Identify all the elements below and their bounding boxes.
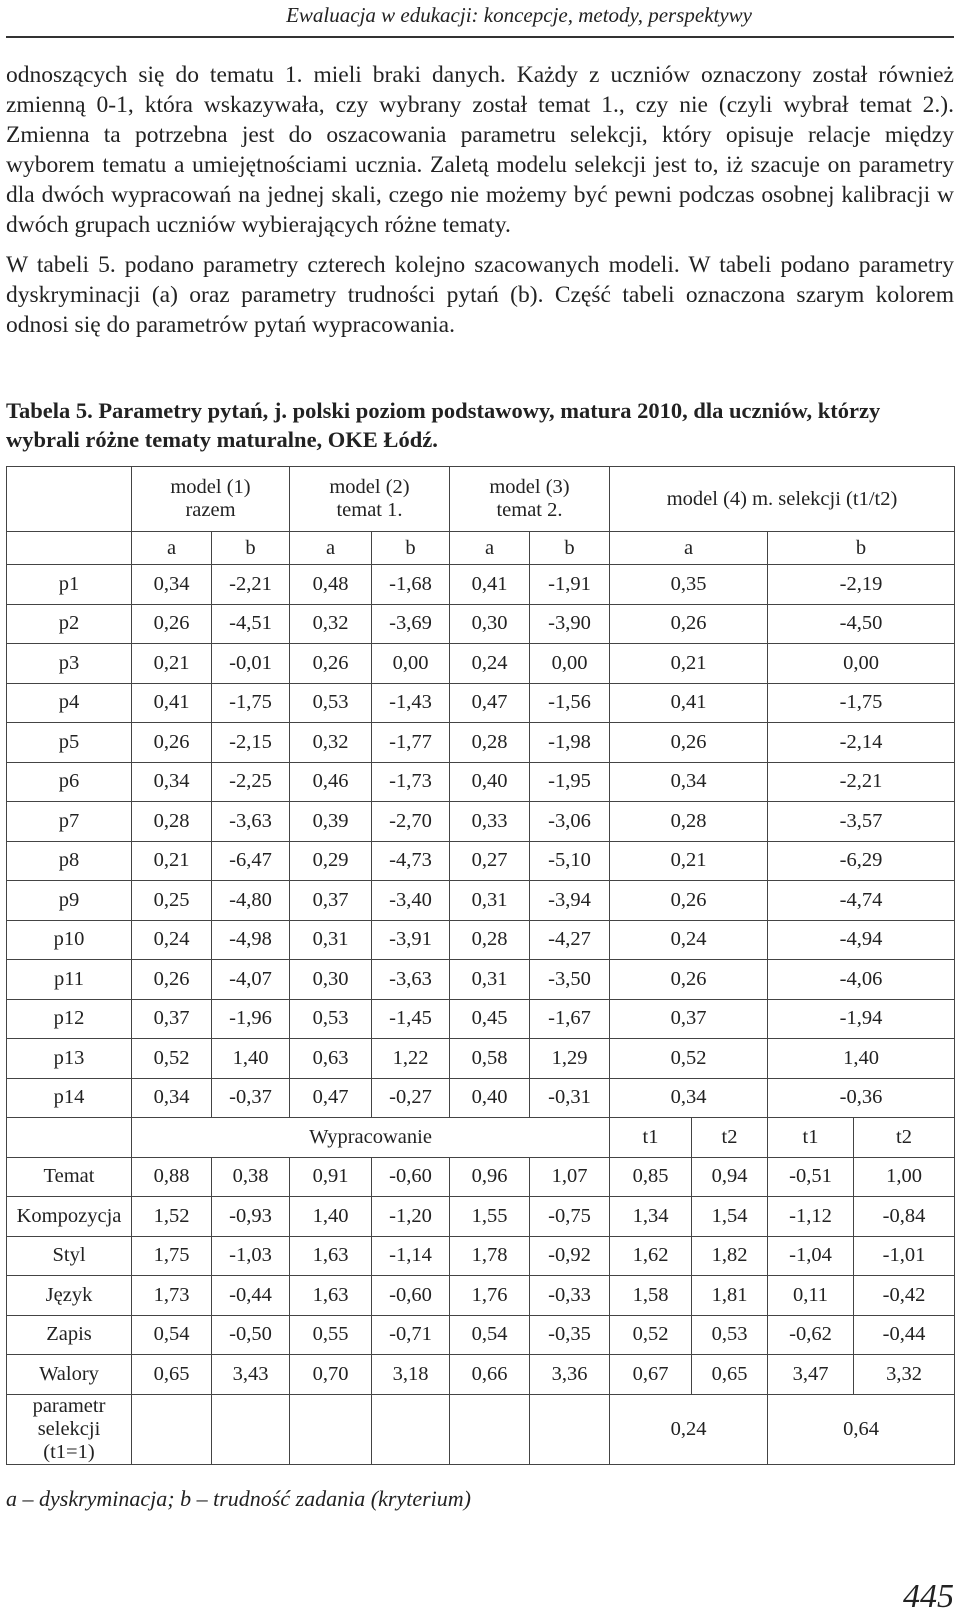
value-cell: 1,00 [854, 1157, 955, 1197]
value-cell: 0,67 [610, 1355, 692, 1395]
essay-col-header: t2 [692, 1118, 768, 1158]
value-cell: -1,03 [212, 1236, 290, 1276]
value-cell: 0,39 [290, 802, 372, 842]
running-header: Ewaluacja w edukacji: koncepcje, metody, perspektywy [286, 3, 752, 27]
value-cell: 0,24 [610, 920, 768, 960]
value-cell: -3,63 [372, 960, 450, 1000]
value-cell: -4,07 [212, 960, 290, 1000]
value-cell: -0,60 [372, 1157, 450, 1197]
ab-header: a [450, 532, 530, 565]
value-cell: -0,44 [854, 1315, 955, 1355]
value-cell: 1,34 [610, 1197, 692, 1237]
page-number: 445 [903, 1578, 954, 1615]
value-cell: -0,27 [372, 1078, 450, 1118]
selection-row [7, 1394, 955, 1464]
header-line: razem [185, 499, 236, 521]
ab-header: b [768, 532, 955, 565]
empty-cell [372, 1394, 450, 1464]
value-cell: 0,70 [290, 1355, 372, 1395]
value-cell: 0,33 [450, 802, 530, 842]
item-row [7, 802, 955, 842]
value-cell: -1,77 [372, 723, 450, 763]
value-cell: -2,15 [212, 723, 290, 763]
ab-header: b [372, 532, 450, 565]
value-cell: -4,50 [768, 604, 955, 644]
value-cell: 0,11 [768, 1276, 854, 1316]
header-line: model (3) [489, 476, 570, 498]
value-cell: -4,98 [212, 920, 290, 960]
value-cell: -2,14 [768, 723, 955, 763]
model-header-1 [132, 467, 290, 532]
value-cell: -2,21 [212, 565, 290, 605]
value-cell: -0,36 [768, 1078, 955, 1118]
value-cell: -0,31 [530, 1078, 610, 1118]
value-cell: 0,52 [132, 1039, 212, 1079]
ab-header: b [530, 532, 610, 565]
value-cell: -1,67 [530, 999, 610, 1039]
item-label: p4 [7, 683, 132, 723]
value-cell: -1,45 [372, 999, 450, 1039]
header-line: model (2) [329, 476, 410, 498]
value-cell: 1,63 [290, 1276, 372, 1316]
value-cell: -6,47 [212, 841, 290, 881]
value-cell: 0,53 [290, 683, 372, 723]
value-cell: -0,93 [212, 1197, 290, 1237]
empty-cell [7, 532, 132, 565]
essay-col-header: t2 [854, 1118, 955, 1158]
header-rule [6, 36, 954, 38]
value-cell: -1,75 [768, 683, 955, 723]
value-cell: 0,35 [610, 565, 768, 605]
value-cell: -0,84 [854, 1197, 955, 1237]
value-cell: 0,54 [450, 1315, 530, 1355]
value-cell: 0,25 [132, 881, 212, 921]
value-cell: 1,07 [530, 1157, 610, 1197]
value-cell: 0,30 [290, 960, 372, 1000]
value-cell: 0,26 [132, 960, 212, 1000]
value-cell: 0,26 [132, 723, 212, 763]
value-cell: -0,60 [372, 1276, 450, 1316]
value-cell: 0,30 [450, 604, 530, 644]
value-cell: -1,75 [212, 683, 290, 723]
item-label: p1 [7, 565, 132, 605]
table-footnote: a – dyskryminacja; b – trudność zadania (kryterium) [6, 1486, 471, 1511]
value-cell: -3,63 [212, 802, 290, 842]
value-cell: -1,95 [530, 762, 610, 802]
value-cell: -4,73 [372, 841, 450, 881]
value-cell: -3,06 [530, 802, 610, 842]
essay-col-header: t1 [610, 1118, 692, 1158]
item-row [7, 960, 955, 1000]
value-cell: 0,26 [610, 881, 768, 921]
value-cell: 0,21 [610, 841, 768, 881]
value-cell: 0,31 [290, 920, 372, 960]
item-label: p6 [7, 762, 132, 802]
value-cell: 0,26 [610, 723, 768, 763]
value-cell: -3,40 [372, 881, 450, 921]
value-cell: -0,44 [212, 1276, 290, 1316]
value-cell: 3,47 [768, 1355, 854, 1395]
value-cell: 1,81 [692, 1276, 768, 1316]
essay-col-header: t1 [768, 1118, 854, 1158]
ab-header-row [7, 532, 955, 565]
value-cell: -0,92 [530, 1236, 610, 1276]
value-cell: 0,47 [450, 683, 530, 723]
value-cell: 1,52 [132, 1197, 212, 1237]
item-label: p5 [7, 723, 132, 763]
value-cell: 1,76 [450, 1276, 530, 1316]
value-cell: 0,40 [450, 762, 530, 802]
value-cell: -0,71 [372, 1315, 450, 1355]
value-cell: -5,10 [530, 841, 610, 881]
value-cell: -2,21 [768, 762, 955, 802]
value-cell: 0,47 [290, 1078, 372, 1118]
value-cell: -1,73 [372, 762, 450, 802]
value-cell: 0,32 [290, 723, 372, 763]
value-cell: 0,28 [132, 802, 212, 842]
value-cell: 0,65 [132, 1355, 212, 1395]
value-cell: 0,26 [610, 604, 768, 644]
value-cell: 1,58 [610, 1276, 692, 1316]
model-header-2 [290, 467, 450, 532]
value-cell: 0,41 [450, 565, 530, 605]
value-cell: 1,75 [132, 1236, 212, 1276]
item-label: p3 [7, 644, 132, 684]
value-cell: 0,46 [290, 762, 372, 802]
value-cell: 0,41 [610, 683, 768, 723]
header-line: temat 2. [496, 499, 563, 521]
value-cell: 0,34 [610, 1078, 768, 1118]
essay-label: Wypracowanie [132, 1118, 610, 1158]
value-cell: 0,31 [450, 960, 530, 1000]
ab-header: b [212, 532, 290, 565]
item-label: p11 [7, 960, 132, 1000]
value-cell: -0,51 [768, 1157, 854, 1197]
value-cell: 0,91 [290, 1157, 372, 1197]
item-label: p9 [7, 881, 132, 921]
value-cell: 0,38 [212, 1157, 290, 1197]
value-cell: 0,26 [290, 644, 372, 684]
value-cell: 0,24 [450, 644, 530, 684]
value-cell: 0,85 [610, 1157, 692, 1197]
essay-criterion-label: Język [7, 1276, 132, 1316]
value-cell: -1,91 [530, 565, 610, 605]
essay-criterion-label: Zapis [7, 1315, 132, 1355]
value-cell: -0,33 [530, 1276, 610, 1316]
value-cell: 0,34 [132, 1078, 212, 1118]
value-cell: 1,78 [450, 1236, 530, 1276]
item-row [7, 1078, 955, 1118]
value-cell: 0,96 [450, 1157, 530, 1197]
value-cell: 0,34 [132, 565, 212, 605]
value-cell: 0,66 [450, 1355, 530, 1395]
value-cell: 1,63 [290, 1236, 372, 1276]
essay-row [7, 1276, 955, 1316]
value-cell: -2,70 [372, 802, 450, 842]
item-label: p12 [7, 999, 132, 1039]
value-cell: -4,80 [212, 881, 290, 921]
empty-cell [132, 1394, 212, 1464]
value-cell: -3,50 [530, 960, 610, 1000]
value-cell: 0,24 [132, 920, 212, 960]
value-cell: 0,21 [132, 841, 212, 881]
value-cell: 0,26 [610, 960, 768, 1000]
value-cell: -0,50 [212, 1315, 290, 1355]
value-cell: -4,06 [768, 960, 955, 1000]
value-cell: 0,29 [290, 841, 372, 881]
value-cell: 0,53 [290, 999, 372, 1039]
value-cell: 0,28 [610, 802, 768, 842]
empty-cell [212, 1394, 290, 1464]
value-cell: 1,40 [212, 1039, 290, 1079]
value-cell: 0,00 [372, 644, 450, 684]
value-cell: -1,12 [768, 1197, 854, 1237]
value-cell: 0,00 [768, 644, 955, 684]
value-cell: -2,19 [768, 565, 955, 605]
essay-row [7, 1236, 955, 1276]
value-cell: 0,00 [530, 644, 610, 684]
selection-value: 0,64 [768, 1394, 955, 1464]
value-cell: 1,55 [450, 1197, 530, 1237]
value-cell: 0,53 [692, 1315, 768, 1355]
value-cell: 0,41 [132, 683, 212, 723]
item-row [7, 762, 955, 802]
value-cell: 1,40 [290, 1197, 372, 1237]
value-cell: 0,37 [610, 999, 768, 1039]
value-cell: -3,90 [530, 604, 610, 644]
ab-header: a [610, 532, 768, 565]
value-cell: -1,43 [372, 683, 450, 723]
item-row [7, 565, 955, 605]
essay-criterion-label: Walory [7, 1355, 132, 1395]
essay-row [7, 1197, 955, 1237]
value-cell: 1,82 [692, 1236, 768, 1276]
value-cell: -1,94 [768, 999, 955, 1039]
item-label: p10 [7, 920, 132, 960]
value-cell: 0,88 [132, 1157, 212, 1197]
value-cell: 0,65 [692, 1355, 768, 1395]
value-cell: -1,56 [530, 683, 610, 723]
value-cell: -0,37 [212, 1078, 290, 1118]
value-cell: 0,21 [132, 644, 212, 684]
model-header-row [7, 467, 955, 532]
value-cell: 0,52 [610, 1039, 768, 1079]
item-row [7, 1039, 955, 1079]
item-row [7, 683, 955, 723]
value-cell: -0,35 [530, 1315, 610, 1355]
value-cell: 0,37 [132, 999, 212, 1039]
value-cell: -0,42 [854, 1276, 955, 1316]
item-row [7, 723, 955, 763]
item-row [7, 841, 955, 881]
item-label: p13 [7, 1039, 132, 1079]
header-line: model (4) m. selekcji (t1/t2) [666, 487, 898, 510]
value-cell: -1,20 [372, 1197, 450, 1237]
value-cell: -1,68 [372, 565, 450, 605]
value-cell: 0,63 [290, 1039, 372, 1079]
value-cell: -1,14 [372, 1236, 450, 1276]
item-row [7, 644, 955, 684]
value-cell: 0,31 [450, 881, 530, 921]
empty-cell [450, 1394, 530, 1464]
ab-header: a [132, 532, 212, 565]
empty-cell [7, 467, 132, 532]
selection-label [7, 1394, 132, 1464]
empty-cell [530, 1394, 610, 1464]
item-row [7, 999, 955, 1039]
value-cell: 0,37 [290, 881, 372, 921]
value-cell: -1,98 [530, 723, 610, 763]
header-line: parametr [32, 1394, 106, 1417]
item-row [7, 881, 955, 921]
value-cell: 3,36 [530, 1355, 610, 1395]
value-cell: 0,34 [132, 762, 212, 802]
header-line: temat 1. [336, 499, 403, 521]
value-cell: -4,27 [530, 920, 610, 960]
value-cell: -4,74 [768, 881, 955, 921]
value-cell: -3,91 [372, 920, 450, 960]
model-header-4 [610, 467, 955, 532]
value-cell: 0,28 [450, 723, 530, 763]
paragraph: odnoszących się do tematu 1. mieli braki danych. Każdy z uczniów oznaczony został również zmienną 0-1, która wskazywała, czy wybrany został temat 1., czy nie (czyli wybrał temat 2.). Zmienna ta potrzebna jest do oszacowania parametru selekcji, który opisuje relacje między wyborem tematu a umiejętnościami ucznia. Zaletą modelu selekcji jest to, iż szacuje on parametry dla dwóch wypracowań na jednej skali, czego nie możemy być pewni podczas osobnej kalibracji w dwóch grupach uczniów wybierających różne tematy. [6, 62, 954, 238]
essay-row [7, 1355, 955, 1395]
value-cell: 0,54 [132, 1315, 212, 1355]
item-label: p14 [7, 1078, 132, 1118]
value-cell: -4,51 [212, 604, 290, 644]
value-cell: -0,62 [768, 1315, 854, 1355]
value-cell: 1,29 [530, 1039, 610, 1079]
selection-value: 0,24 [610, 1394, 768, 1464]
item-row [7, 920, 955, 960]
value-cell: 0,27 [450, 841, 530, 881]
value-cell: -2,25 [212, 762, 290, 802]
value-cell: 0,21 [610, 644, 768, 684]
value-cell: 1,22 [372, 1039, 450, 1079]
value-cell: -1,96 [212, 999, 290, 1039]
essay-header-row [7, 1118, 955, 1158]
value-cell: 0,48 [290, 565, 372, 605]
essay-criterion-label: Styl [7, 1236, 132, 1276]
item-label: p7 [7, 802, 132, 842]
value-cell: 3,18 [372, 1355, 450, 1395]
body-text [6, 60, 954, 350]
value-cell: 0,32 [290, 604, 372, 644]
header-line: selekcji [37, 1417, 101, 1440]
value-cell: 0,40 [450, 1078, 530, 1118]
value-cell: 0,55 [290, 1315, 372, 1355]
parameters-table [6, 466, 955, 1465]
value-cell: -3,94 [530, 881, 610, 921]
value-cell: -4,94 [768, 920, 955, 960]
empty-cell [290, 1394, 372, 1464]
item-row [7, 604, 955, 644]
value-cell: 0,34 [610, 762, 768, 802]
essay-row [7, 1315, 955, 1355]
value-cell: 1,73 [132, 1276, 212, 1316]
item-label: p2 [7, 604, 132, 644]
item-label: p8 [7, 841, 132, 881]
value-cell: 3,43 [212, 1355, 290, 1395]
value-cell: -0,75 [530, 1197, 610, 1237]
value-cell: 0,94 [692, 1157, 768, 1197]
value-cell: 0,28 [450, 920, 530, 960]
value-cell: 0,58 [450, 1039, 530, 1079]
value-cell: -1,04 [768, 1236, 854, 1276]
essay-row [7, 1157, 955, 1197]
empty-cell [7, 1118, 132, 1158]
value-cell: -1,01 [854, 1236, 955, 1276]
paragraph: W tabeli 5. podano parametry czterech kolejno szacowanych modeli. W tabeli podano parametry dyskryminacji (a) oraz parametry trudności pytań (b). Część tabeli oznaczona szarym kolorem odnosi się do parametrów pytań wypracowania. [6, 252, 954, 338]
value-cell: 0,26 [132, 604, 212, 644]
value-cell: -6,29 [768, 841, 955, 881]
model-header-3 [450, 467, 610, 532]
value-cell: 1,40 [768, 1039, 955, 1079]
header-line: (t1=1) [43, 1440, 95, 1463]
value-cell: -3,57 [768, 802, 955, 842]
value-cell: 3,32 [854, 1355, 955, 1395]
value-cell: -3,69 [372, 604, 450, 644]
value-cell: 1,62 [610, 1236, 692, 1276]
essay-criterion-label: Kompozycja [7, 1197, 132, 1237]
value-cell: -0,01 [212, 644, 290, 684]
ab-header: a [290, 532, 372, 565]
header-line: model (1) [170, 476, 251, 498]
value-cell: 0,45 [450, 999, 530, 1039]
essay-criterion-label: Temat [7, 1157, 132, 1197]
value-cell: 1,54 [692, 1197, 768, 1237]
value-cell: 0,52 [610, 1315, 692, 1355]
table-caption: Tabela 5. Parametry pytań, j. polski poziom podstawowy, matura 2010, dla uczniów, którzy wybrali różne tematy maturalne, OKE Łódź. [6, 398, 881, 452]
